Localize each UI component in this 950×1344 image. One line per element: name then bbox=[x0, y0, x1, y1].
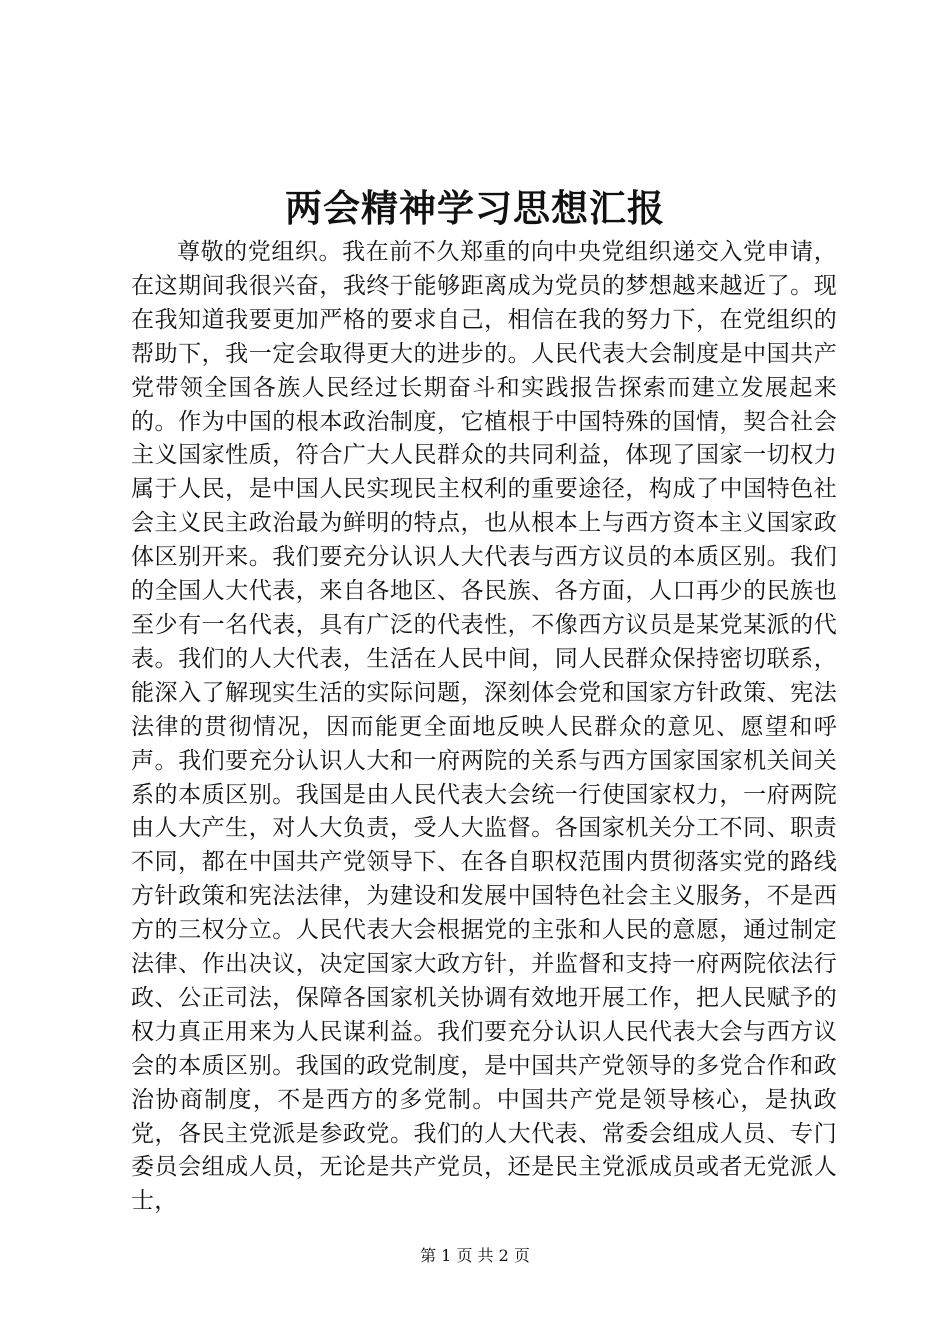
document-title: 两会精神学习思想汇报 bbox=[285, 186, 665, 230]
page-number-footer: 第 1 页 共 2 页 bbox=[420, 1246, 530, 1265]
document-body-paragraph: 尊敬的党组织。我在前不久郑重的向中央党组织递交入党申请，在这期间我很兴奋，我终于能够距离成为党员的梦想越来越近了。现在我知道我要更加严格的要求自己，相信在我的努力下，在党组织的帮助下，我一定会取得更大的进步的。人民代表大会制度是中国共产党带领全国各族人民经过长期奋斗和实践报告探索而建立发展起来的。作为中国的根本政治制度，它植根于中国特殊的国情，契合社会主义国家性质，符合广大人民群众的共同利益，体现了国家一切权力属于人民，是中国人民实现民主权利的重要途径，构成了中国特色社会主义民主政治最为鲜明的特点，也从根本上与西方资本主义国家政体区别开来。我们要充分认识人大代表与西方议员的本质区别。我们的全国人大代表，来自各地区、各民族、各方面，人口再少的民族也至少有一名代表，具有广泛的代表性，不像西方议员是某党某派的代表。我们的人大代表，生活在人民中间，同人民群众保持密切联系，能深入了解现实生活的实际问题，深刻体会党和国家方针政策、宪法法律的贯彻情况，因而能更全面地反映人民群众的意见、愿望和呼声。我们要充分认识人大和一府两院的关系与西方国家国家机关间关系的本质区别。我国是由人民代表大会统一行使国家权力，一府两院由人大产生，对人大负责，受人大监督。各国家机关分工不同、职责不同，都在中国共产党领导下、在各自职权范围内贯彻落实党的路线方针政策和宪法法律，为建设和发展中国特色社会主义服务，不是西方的三权分立。人民代表大会根据党的主张和人民的意愿，通过制定法律、作出决议，决定国家大政方针，并监督和支持一府两院依法行政、公正司法，保障各国家机关协调有效地开展工作，把人民赋予的权力真正用来为人民谋利益。我们要充分认识人民代表大会与西方议会的本质区别。我国的政党制度，是中国共产党领导的多党合作和政治协商制度，不是西方的多党制。中国共产党是领导核心，是执政党，各民主党派是参政党。我们的人大代表、常委会组成人员、专门委员会组成人员，无论是共产党员，还是民主党派成员或者无党派人士， bbox=[131, 239, 837, 1215]
